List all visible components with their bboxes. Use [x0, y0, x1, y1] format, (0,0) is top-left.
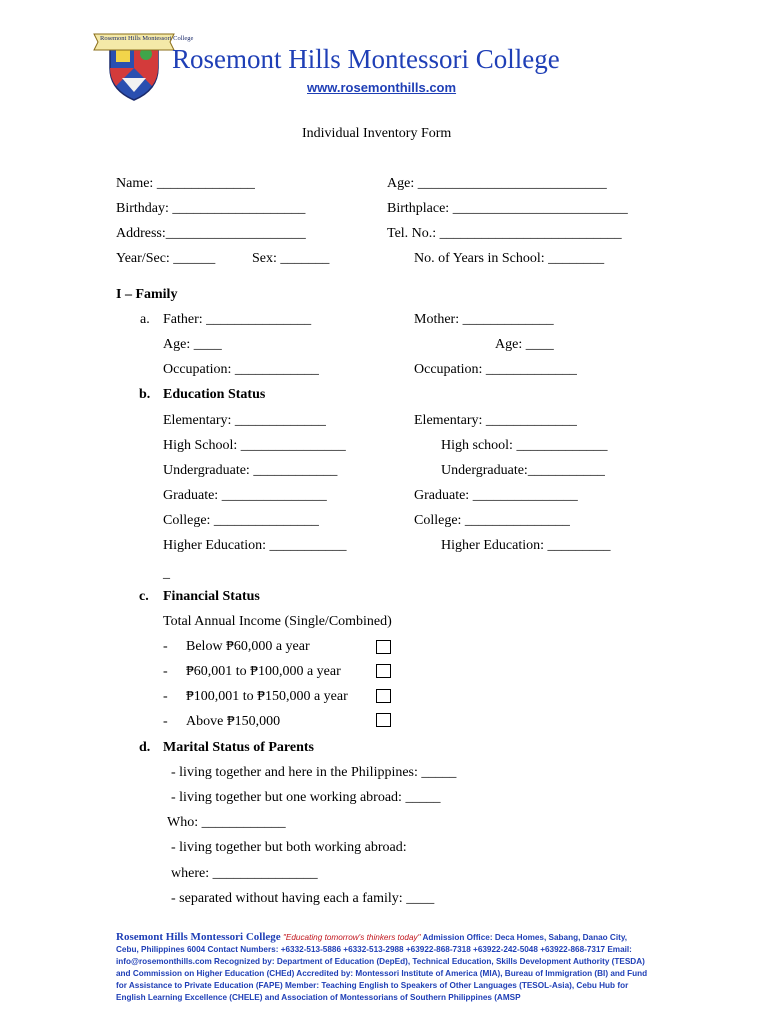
- wrapped-underscore: _: [163, 566, 170, 581]
- footer-info: [116, 931, 652, 1004]
- mother-field: Mother: _____________: [414, 312, 554, 327]
- birthplace-field: Birthplace: _________________________: [387, 201, 628, 216]
- edu-right-higher-education: Higher Education: _________: [441, 538, 611, 553]
- years-in-school-field: No. of Years in School: ________: [414, 251, 605, 266]
- college-seal-logo: [92, 28, 194, 102]
- edu-left-undergraduate: Undergraduate: ____________: [163, 463, 338, 478]
- family-heading: I – Family: [116, 287, 178, 302]
- sex-field: Sex: _______: [252, 251, 330, 266]
- footer-slogan: "Educating tomorrow's thinkers today": [282, 933, 421, 942]
- edu-left-high-school: High School: _______________: [163, 438, 346, 453]
- website-link[interactable]: www.rosemonthills.com: [307, 80, 457, 95]
- section-d-marker: d.: [139, 740, 151, 755]
- financial-heading: Financial Status: [163, 589, 260, 604]
- income-option-3: ₱100,001 to ₱150,000 a year: [186, 689, 348, 704]
- edu-left-higher-education: Higher Education: ___________: [163, 538, 347, 553]
- footer-college-name: Rosemont Hills Montessori College: [116, 931, 281, 943]
- marital-where: where: _______________: [171, 866, 318, 881]
- edu-right-high-school: High school: _____________: [441, 438, 608, 453]
- mother-occupation-field: Occupation: _____________: [414, 362, 577, 377]
- income-label: Total Annual Income (Single/Combined): [163, 614, 392, 629]
- edu-right-elementary: Elementary: _____________: [414, 413, 577, 428]
- edu-left-college: College: _______________: [163, 513, 319, 528]
- father-age-field: Age: ____: [163, 337, 222, 352]
- edu-left-elementary: Elementary: _____________: [163, 413, 326, 428]
- income-dash: -: [163, 639, 168, 654]
- mother-age-field: Age: ____: [495, 337, 554, 352]
- marital-both-abroad: - living together but both working abroad:: [171, 840, 407, 855]
- income-checkbox-3[interactable]: [376, 689, 391, 703]
- income-checkbox-4[interactable]: [376, 713, 391, 727]
- age-field: Age: ___________________________: [387, 176, 607, 191]
- address-field: Address:____________________: [116, 226, 306, 241]
- edu-right-graduate: Graduate: _______________: [414, 488, 578, 503]
- marital-one-abroad: - living together but one working abroad: _____: [171, 790, 441, 805]
- marital-together-philippines: - living together and here in the Philippines: _____: [171, 765, 457, 780]
- college-name: Rosemont Hills Montessori College: [172, 44, 560, 74]
- edu-left-graduate: Graduate: _______________: [163, 488, 327, 503]
- tel-no-field: Tel. No.: __________________________: [387, 226, 622, 241]
- income-dash: -: [163, 714, 168, 729]
- income-option-1: Below ₱60,000 a year: [186, 639, 310, 654]
- income-dash: -: [163, 689, 168, 704]
- seal-banner-text: Rosemont Hills Montessori College: [100, 35, 194, 42]
- income-checkbox-1[interactable]: [376, 640, 391, 654]
- father-field: Father: _______________: [163, 312, 312, 327]
- birthday-field: Birthday: ___________________: [116, 201, 306, 216]
- edu-right-college: College: _______________: [414, 513, 570, 528]
- income-dash: -: [163, 664, 168, 679]
- section-b-marker: b.: [139, 387, 151, 402]
- footer-details: Admission Office: Deca Homes, Sabang, Danao City, Cebu, Philippines 6004 Contact Numbers: +6332-513-5886 +6332-513-2988 +63922-868-7318 +63922-242-5048 +63922-868-7317 Email: info@rosemonthills.com Recognized by: Department of Education (DepEd), Technical Education, Skills Development Authority (TESDA) and Commission on Higher Education (CHEd) Accredited by: Montessori Institute of America (MIA), Bureau of Immigration (BI) and Fund for Assistance to Private Education (FAPE) Member: Teaching English to Speakers of Other Languages (TESOL-Asia), Cebu Hub for English Learning Excellence (CHELE) and Association of Montessorians of Southern Philippines (AMSP: [116, 933, 648, 1002]
- income-checkbox-2[interactable]: [376, 664, 391, 678]
- section-a-marker: a.: [140, 312, 150, 327]
- marital-heading: Marital Status of Parents: [163, 740, 314, 755]
- father-occupation-field: Occupation: ____________: [163, 362, 319, 377]
- income-option-2: ₱60,001 to ₱100,000 a year: [186, 664, 341, 679]
- name-field: Name: ______________: [116, 176, 255, 191]
- marital-who: Who: ____________: [167, 815, 286, 830]
- year-sec-field: Year/Sec: ______: [116, 251, 216, 266]
- edu-right-undergraduate: Undergraduate:___________: [441, 463, 605, 478]
- form-title: Individual Inventory Form: [302, 126, 452, 141]
- section-c-marker: c.: [139, 589, 149, 604]
- marital-separated: - separated without having each a family: ____: [171, 891, 435, 906]
- income-option-4: Above ₱150,000: [186, 714, 281, 729]
- education-heading: Education Status: [163, 387, 266, 402]
